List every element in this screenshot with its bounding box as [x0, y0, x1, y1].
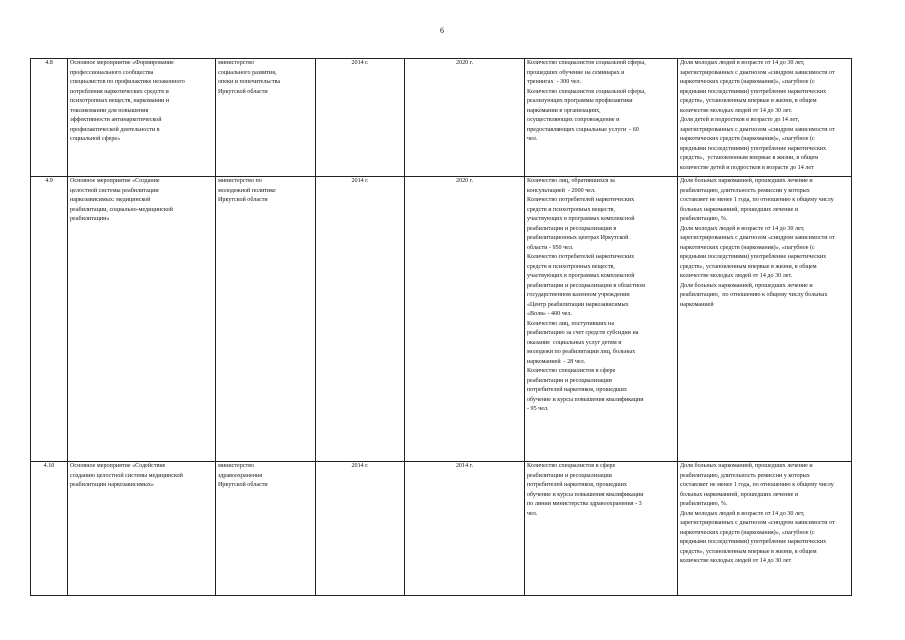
end-year-cell	[405, 59, 525, 177]
text-line: эффективности антинаркотической	[70, 117, 162, 123]
text-line: токсикомании для повышения	[70, 107, 149, 114]
result-cell	[525, 177, 678, 462]
text-line: составляет не менее 1 года, по отношению к общему числу	[680, 197, 834, 203]
text-line: Количество специалистов в сфере	[527, 368, 616, 374]
text-line: предоставляющих социальные услуги - 60	[527, 126, 639, 133]
result-cell	[525, 462, 678, 596]
text-line: больных наркоманией, прошедших лечение и	[680, 491, 799, 498]
program-measures-table	[30, 58, 852, 596]
text-line: потребления наркотических средств и	[70, 88, 169, 95]
text-line: зарегистрированных с диагнозом «синдром зависимости от	[680, 235, 835, 241]
text-line: зарегистрированных с диагнозом «синдром зависимости от	[680, 69, 835, 76]
text-line: осуществляющих сопровождение и	[527, 117, 620, 123]
text-line: средств», установленным впервые в жизни, в общем	[680, 548, 817, 555]
text-line: молодежи по реабилитации лиц, больных	[527, 349, 636, 355]
start-year-cell	[316, 177, 405, 462]
text-line: реабилитации и ресоциализации в	[527, 225, 617, 232]
measure-cell	[68, 177, 216, 462]
text-line: Доля больных наркоманией, прошедших лечение и	[680, 282, 813, 289]
text-line: Доля молодых людей в возрасте от 14 до 30 лет,	[680, 225, 805, 232]
text-line: Доля больных наркоманией, прошедших лечение и	[680, 178, 813, 184]
row-number: 4.8	[45, 60, 53, 66]
text-line: вредными последствиями) употребление наркотических	[680, 88, 827, 95]
text-line: Количество специалистов социальной сферы,	[527, 60, 646, 66]
text-line: реабилитацию, длительность ремиссии у которых	[680, 187, 810, 194]
text-line: Количество специалистов социальной сферы,	[527, 88, 646, 95]
row-number-cell	[31, 462, 68, 596]
text-line: профессионального сообщества	[70, 69, 154, 76]
text-line: больных наркоманией, прошедших лечение и	[680, 206, 799, 213]
row-number-cell	[31, 59, 68, 177]
indicators-cell	[678, 59, 852, 177]
text-line: зарегистрированных с диагнозом «синдром зависимости от	[680, 520, 835, 526]
text-line: консультацией - 2000 чел.	[527, 187, 596, 194]
text-line: Иркутской области	[218, 88, 268, 95]
text-line: - 95 чел.	[527, 406, 549, 412]
text-line: здравоохранения	[218, 472, 263, 479]
text-line: чел.	[527, 510, 538, 517]
text-line: составляет не менее 1 года, по отношению к общему числу	[680, 482, 834, 488]
text-line: реабилитации наркозависимых»	[70, 482, 154, 488]
text-line: реабилитационных центрах Иркутской	[527, 235, 629, 241]
text-line: созданию целостной системы медицинской	[70, 472, 183, 479]
text-line: реабилитацию, длительность ремиссии у которых	[680, 472, 810, 479]
text-line: вредными последствиями) употребление наркотических	[680, 145, 827, 152]
end-year: 2020 г.	[455, 178, 474, 184]
text-line: наркотических средств (наркомания)», «пагубное (с	[680, 79, 815, 85]
text-line: количестве молодых людей от 14 до 30 лет.	[680, 107, 793, 114]
text-line: зарегистрированных с диагнозом «синдром зависимости от	[680, 126, 835, 133]
start-year: 2014 г.	[351, 463, 369, 469]
text-line: области - 950 чел.	[527, 244, 574, 251]
text-line: Количество потребителей наркотических	[527, 197, 635, 203]
text-line: психотропных веществ, наркомании и	[70, 98, 170, 104]
text-line: Количество лиц, поступивших на	[527, 320, 615, 327]
text-line: Доля молодых людей в возрасте от 14 до 30 лет,	[680, 60, 805, 66]
text-line: наркотических средств (наркомания)», «пагубное (с	[680, 244, 815, 251]
text-line: потребителей наркотиков, прошедших	[527, 387, 627, 393]
text-line: Количество потребителей наркотических	[527, 254, 635, 260]
text-line: реабилитации и ресоциализации	[527, 377, 612, 384]
measure-cell	[68, 462, 216, 596]
text-line: социальной сфере»	[70, 136, 121, 142]
end-year-cell	[405, 177, 525, 462]
text-line: реабилитацию, %.	[680, 216, 728, 222]
text-line: обучение и курсы повышения квалификации	[527, 491, 644, 498]
text-line: прошедших обучение на семинарах и	[527, 69, 625, 76]
text-line: специалистов по профилактике незаконного	[70, 79, 185, 85]
text-line: средств», установленным впервые в жизни, в общем	[680, 98, 817, 104]
start-year: 2014 г.	[351, 178, 369, 184]
text-line: наркоманией	[680, 301, 714, 308]
text-line: реабилитации и ресоциализации в областном	[527, 282, 645, 289]
text-line: министерство	[218, 463, 255, 469]
page-number: 6	[440, 26, 444, 35]
text-line: опеки и попечительства	[218, 79, 281, 85]
text-line: реабилитации»	[70, 216, 110, 222]
start-year: 2014 г.	[351, 60, 369, 66]
executor-cell	[216, 177, 316, 462]
text-line: министерство по	[218, 178, 262, 184]
text-line: Доля молодых людей в возрасте от 14 до 30 лет,	[680, 510, 805, 517]
table-row	[31, 177, 852, 462]
text-line: вредными последствиями) употребление наркотических	[680, 539, 827, 545]
text-line: средств», установленным впервые в жизни, в общем	[680, 263, 817, 270]
text-line: Основное мероприятие «Содействие	[70, 463, 166, 469]
text-line: средств и психотропных веществ,	[527, 206, 615, 213]
executor-cell	[216, 462, 316, 596]
text-line: наркотических средств (наркомания)», «пагубное (с	[680, 136, 815, 142]
text-line: «Центр реабилитации наркозависимых	[527, 301, 629, 308]
text-line: профилактической деятельности в	[70, 126, 160, 133]
measure-cell	[68, 59, 216, 177]
text-line: Доля детей и подростков в возрасте до 14 лет,	[680, 117, 799, 123]
text-line: «Воля» - 400 чел.	[527, 311, 573, 317]
text-line: количестве молодых людей от 14 до 30 лет.	[680, 273, 793, 279]
table-row	[31, 59, 852, 177]
row-number-cell	[31, 177, 68, 462]
text-line: Иркутской области	[218, 197, 268, 203]
text-line: государственном казенном учреждении	[527, 292, 630, 298]
table-row	[31, 462, 852, 596]
text-line: оказание социальных услуг детям и	[527, 339, 622, 346]
text-line: обучение и курсы повышения квалификации	[527, 396, 644, 403]
end-year-cell	[405, 462, 525, 596]
text-line: чел.	[527, 136, 538, 142]
text-line: по линии министерства здравоохранения - 3	[527, 501, 642, 507]
text-line: реабилитации и ресоциализации	[527, 472, 612, 479]
indicators-cell	[678, 177, 852, 462]
start-year-cell	[316, 59, 405, 177]
text-line: количестве детей и подростков в возрасте до 14 лет	[680, 164, 814, 171]
row-number: 4.10	[43, 463, 55, 469]
text-line: наркозависимых: медицинской	[70, 197, 151, 203]
text-line: участвующих в программах комплексной	[527, 216, 635, 222]
text-line: количестве молодых людей от 14 до 30 лет	[680, 558, 792, 564]
text-line: министерство	[218, 60, 255, 66]
text-line: средств и психотропных веществ,	[527, 263, 615, 270]
text-line: тренингах - 300 чел.	[527, 79, 582, 85]
text-line: Иркутской области	[218, 482, 268, 488]
text-line: Количество специалистов в сфере	[527, 463, 616, 469]
text-line: реабилитации, социально-медицинской	[70, 206, 173, 213]
text-line: Доля больных наркоманией, прошедших лечение и	[680, 463, 813, 469]
text-line: Количество лиц, обратившихся за	[527, 178, 615, 184]
text-line: наркомании в организациях,	[527, 107, 601, 114]
row-number: 4.9	[45, 178, 53, 184]
text-line: наркотических средств (наркомания)», «пагубное (с	[680, 529, 815, 536]
text-line: потребителей наркотиков, прошедших	[527, 482, 627, 488]
executor-cell	[216, 59, 316, 177]
text-line: целостной системы реабилитации	[70, 187, 159, 194]
indicators-cell	[678, 462, 852, 596]
text-line: молодежной политике	[218, 187, 276, 194]
text-line: Основное мероприятие «Создание	[70, 178, 160, 184]
text-line: реабилитацию, по отношению к общему числу больных	[680, 292, 828, 298]
text-line: реабилитацию за счет средств субсидии на	[527, 330, 639, 336]
text-line: Основное мероприятие «Формирование	[70, 60, 174, 66]
text-line: реализующих программы профилактики	[527, 98, 633, 104]
text-line: участвующих в программах комплексной	[527, 273, 635, 279]
end-year: 2020 г.	[455, 60, 474, 66]
end-year: 2014 г.	[455, 463, 474, 469]
start-year-cell	[316, 462, 405, 596]
text-line: вредными последствиями) употребление наркотических	[680, 254, 827, 260]
text-line: реабилитацию, %.	[680, 501, 728, 507]
result-cell	[525, 59, 678, 177]
text-line: наркоманией - 28 чел.	[527, 358, 586, 365]
text-line: средств», установленным впервые в жизни, в общем	[680, 155, 819, 161]
text-line: социального развития,	[218, 69, 277, 76]
